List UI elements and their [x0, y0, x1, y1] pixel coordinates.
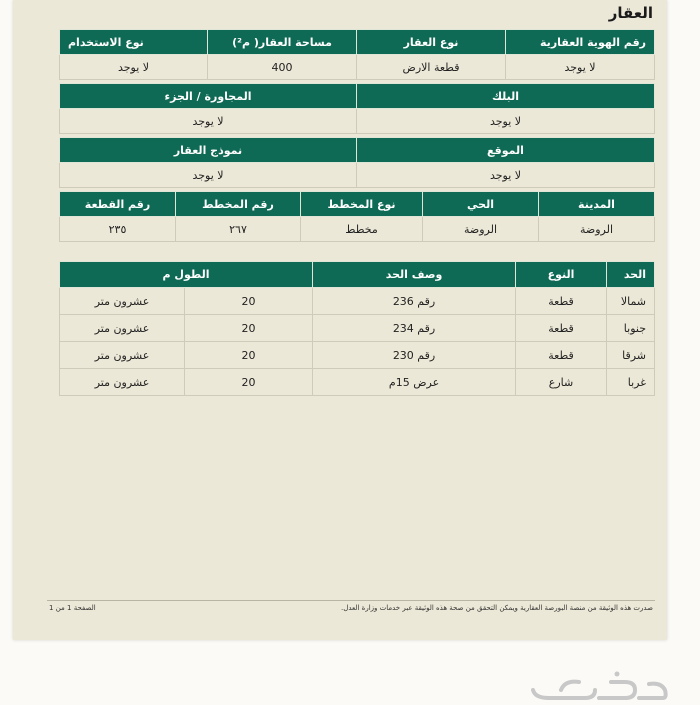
limits-table: [59, 261, 655, 396]
cell-description: رقم 234: [313, 315, 516, 342]
value-district: الروضة: [423, 217, 539, 242]
header-neighborhood-part: المجاورة / الجزء: [60, 84, 357, 109]
header-plot-number: رقم القطعة: [60, 192, 176, 217]
cell-direction: شرقا: [607, 342, 655, 369]
cell-description: عرض 15م: [313, 369, 516, 396]
cell-type: شارع: [516, 369, 607, 396]
cell-description: رقم 236: [313, 288, 516, 315]
header-length: الطول م: [60, 262, 313, 288]
page-number: الصفحة 1 من 1: [49, 604, 96, 612]
table-row: [60, 288, 655, 315]
header-district: الحي: [423, 192, 539, 217]
haraj-watermark-logo: [525, 668, 670, 702]
cell-length-number: 20: [185, 288, 313, 315]
cell-description: رقم 230: [313, 342, 516, 369]
table-row: [60, 315, 655, 342]
block-table: [59, 83, 655, 134]
value-neighborhood-part: لا يوجد: [60, 109, 357, 134]
cell-length-words: عشرون متر: [60, 315, 185, 342]
location-table: [59, 137, 655, 188]
cell-type: قطعة: [516, 315, 607, 342]
value-usage-type: لا يوجد: [60, 55, 208, 80]
header-block: البلك: [357, 84, 655, 109]
document-page: [13, 0, 667, 640]
cell-direction: جنوبا: [607, 315, 655, 342]
header-property-area: مساحة العقار( م²): [208, 30, 357, 55]
header-plan-number: رقم المخطط: [176, 192, 301, 217]
footer-divider: [47, 600, 655, 601]
header-property-model: نموذج العقار: [60, 138, 357, 163]
value-plan-number: ٢٦٧: [176, 217, 301, 242]
value-property-area: 400: [208, 55, 357, 80]
cell-direction: شمالا: [607, 288, 655, 315]
header-limit-description: وصف الحد: [313, 262, 516, 288]
cell-length-number: 20: [185, 315, 313, 342]
value-property-id: لا يوجد: [506, 55, 655, 80]
header-location: الموقع: [357, 138, 655, 163]
value-property-type: قطعة الارض: [357, 55, 506, 80]
cell-type: قطعة: [516, 288, 607, 315]
header-limit-type: النوع: [516, 262, 607, 288]
value-city: الروضة: [539, 217, 655, 242]
value-block: لا يوجد: [357, 109, 655, 134]
header-usage-type: نوع الاستخدام: [60, 30, 208, 55]
page-title: العقار: [608, 4, 653, 22]
cell-length-number: 20: [185, 369, 313, 396]
header-city: المدينة: [539, 192, 655, 217]
footer-note: صدرت هذه الوثيقة من منصة البورصة العقارية ويمكن التحقق من صحة هذه الوثيقة عبر خدمات وزارة العدل.: [341, 604, 653, 612]
table-row: [60, 369, 655, 396]
value-property-model: لا يوجد: [60, 163, 357, 188]
header-limit: الحد: [607, 262, 655, 288]
value-plot-number: ٢٣٥: [60, 217, 176, 242]
header-plan-type: نوع المخطط: [301, 192, 423, 217]
cell-direction: غربا: [607, 369, 655, 396]
header-property-id: رقم الهوية العقارية: [506, 30, 655, 55]
cell-length-number: 20: [185, 342, 313, 369]
value-location: لا يوجد: [357, 163, 655, 188]
cell-length-words: عشرون متر: [60, 288, 185, 315]
cell-length-words: عشرون متر: [60, 369, 185, 396]
value-plan-type: مخطط: [301, 217, 423, 242]
table-row: [60, 342, 655, 369]
city-table: [59, 191, 655, 242]
cell-length-words: عشرون متر: [60, 342, 185, 369]
cell-type: قطعة: [516, 342, 607, 369]
header-property-type: نوع العقار: [357, 30, 506, 55]
property-table: [59, 29, 655, 80]
